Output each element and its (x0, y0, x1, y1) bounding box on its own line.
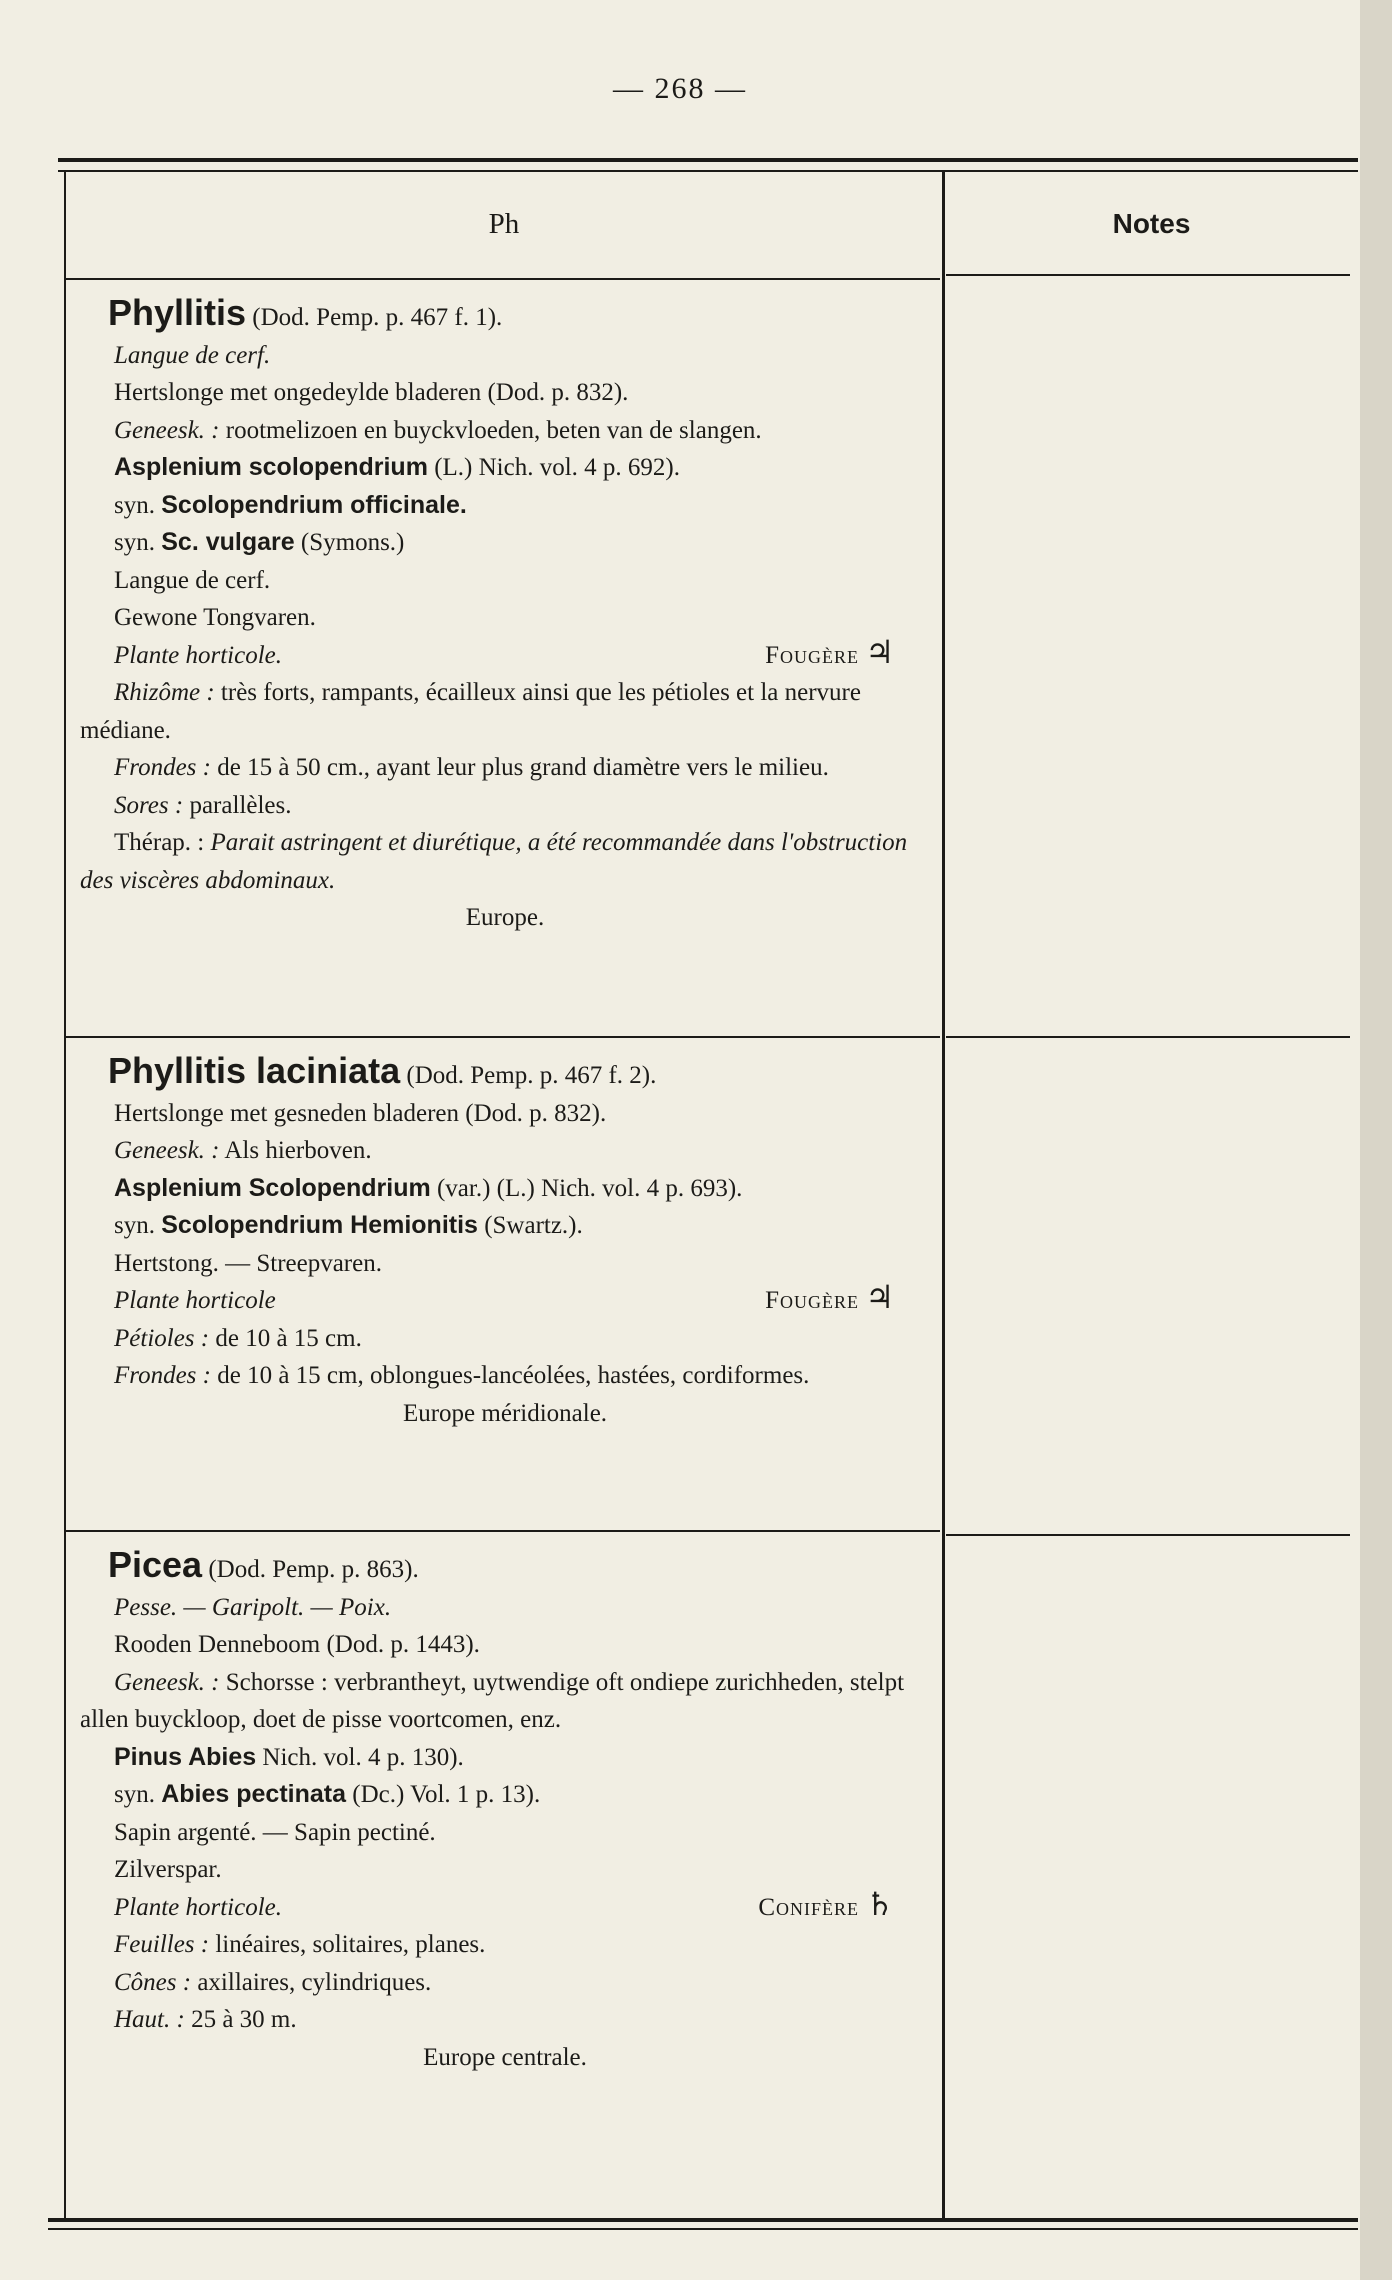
synonym-name: Scolopendrium officinale. (161, 490, 467, 519)
synonym-ref: (Swartz.). (477, 1212, 583, 1239)
dutch-name: Rooden Denneboom (Dod. p. 1443). (114, 1631, 480, 1658)
field-label: Thérap. : (114, 829, 211, 856)
frame-bottom-rule (48, 2218, 1358, 2222)
frondes-line (80, 749, 930, 787)
entry-title: Phyllitis laciniata (108, 1050, 401, 1091)
field-label: Frondes : (114, 754, 211, 781)
dutch-name: Hertslonge met ongedeylde bladeren (Dod. p. 832). (114, 379, 629, 406)
synonym-name: Scolopendrium Hemionitis (161, 1211, 478, 1239)
common-name: Pesse. — Garipolt. — Poix. (114, 1593, 392, 1621)
synonym-name: Asplenium Scolopendrium (114, 1173, 431, 1202)
field-label: Sores : (114, 791, 184, 819)
plant-type-row (80, 633, 930, 675)
title-reference: (Dod. Pemp. p. 467 f. 1). (246, 304, 503, 331)
field-text: linéaires, solitaires, planes. (209, 1931, 486, 1958)
french-name: Langue de cerf. (114, 566, 271, 594)
synonym-line (80, 1207, 930, 1245)
geneesk-text: Als hierboven. (219, 1137, 372, 1164)
perennial-symbol-icon: ♃ (865, 1279, 894, 1315)
geneesk-line (80, 412, 930, 450)
perennial-symbol-icon: ♃ (865, 633, 894, 670)
family-name: Fougère (765, 641, 860, 669)
vernacular-name: Gewone Tongvaren. (114, 604, 316, 631)
frame-top-rule-thin (58, 170, 1358, 172)
entry-separator-notes (946, 1534, 1350, 1536)
synonym-name: Abies pectinata (161, 1780, 347, 1808)
synonym-line (80, 1776, 930, 1814)
field-label: Frondes : (114, 1362, 211, 1389)
frame-bottom-rule-thin (48, 2228, 1358, 2230)
synonym-line (80, 487, 930, 525)
plant-type: Plante horticole. (114, 1893, 283, 1921)
synonym-line (80, 524, 930, 562)
entry-phyllitis (80, 294, 930, 937)
field-label: Rhizôme : (114, 679, 215, 706)
entry-title: Picea (108, 1544, 203, 1585)
frame-top-rule (58, 158, 1358, 162)
field-text: axillaires, cylindriques. (191, 1968, 432, 1996)
geneesk-label: Geneesk. : (114, 416, 220, 444)
page-number: — 268 — (613, 72, 747, 105)
entry-heading (80, 1546, 930, 1589)
syn-prefix: syn. (114, 1781, 162, 1808)
plant-type-row (80, 1885, 930, 1927)
tree-symbol-icon: ♄ (865, 1885, 894, 1922)
entry-phyllitis-laciniata (80, 1052, 930, 1432)
field-text: parallèles. (183, 791, 292, 819)
syn-prefix: syn. (114, 1212, 162, 1239)
vernacular-name: Zilverspar. (114, 1856, 222, 1883)
title-reference: (Dod. Pemp. p. 863). (202, 1556, 419, 1583)
synonym-name: Asplenium scolopendrium (114, 453, 428, 481)
synonym-main (80, 1739, 930, 1777)
syn-prefix: syn. (114, 529, 162, 556)
synonym-ref: (var.) (L.) Nich. vol. 4 p. 693). (430, 1174, 743, 1202)
field-label: Cônes : (114, 1968, 192, 1996)
entry-separator-notes (946, 1036, 1350, 1038)
frondes-line (80, 1357, 930, 1395)
entry-heading (80, 1052, 930, 1095)
common-name: Langue de cerf. (114, 341, 271, 369)
synonym-main (80, 449, 930, 487)
geneesk-label: Geneesk. : (114, 1668, 220, 1696)
region: Europe méridionale. (402, 1399, 608, 1427)
field-text: Parait astringent et diurétique, a été recommandée dans l'obstruction des viscères abdominaux. (80, 829, 908, 894)
family-label (758, 1885, 894, 1927)
synonym-ref: Nich. vol. 4 p. 130). (256, 1743, 464, 1771)
synonym-main (80, 1170, 930, 1208)
field-label: Pétioles : (114, 1324, 210, 1352)
region: Europe centrale. (423, 2043, 587, 2071)
entry-separator (66, 1530, 940, 1532)
synonym-name: Pinus Abies (114, 1742, 257, 1771)
field-text: très forts, rampants, écailleux ainsi que les pétioles et la nervure médiane. (80, 679, 861, 744)
synonym-ref: (Dc.) Vol. 1 p. 13). (346, 1781, 541, 1808)
plant-type: Plante horticole (114, 1287, 276, 1314)
family-label (765, 633, 894, 675)
column-divider (942, 172, 945, 2218)
cones-line (80, 1964, 930, 2002)
header-separator-notes (946, 274, 1350, 276)
synonym-ref: (L.) Nich. vol. 4 p. 692). (427, 454, 680, 481)
entry-separator (66, 1036, 940, 1038)
vernacular-name: Hertstong. — Streepvaren. (114, 1249, 382, 1277)
haut-line (80, 2001, 930, 2039)
column-header-notes: Notes (1112, 208, 1191, 239)
field-label: Feuilles : (114, 1931, 210, 1958)
geneesk-text: rootmelizoen en buyckvloeden, beten van de slangen. (219, 416, 762, 444)
header-separator (66, 278, 940, 280)
title-reference: (Dod. Pemp. p. 467 f. 2). (400, 1062, 657, 1089)
field-label: Haut. : (114, 2006, 185, 2033)
family-label (765, 1279, 894, 1320)
therap-line (80, 824, 930, 899)
geneesk-line (80, 1664, 930, 1739)
entry-picea (80, 1546, 930, 2076)
frame-left-rule (64, 172, 66, 2218)
family-name: Fougère (765, 1287, 860, 1314)
synonym-ref: (Symons.) (294, 529, 405, 556)
family-name: Conifère (758, 1893, 860, 1921)
region: Europe. (465, 904, 545, 931)
petioles-line (80, 1320, 930, 1358)
field-text: de 15 à 50 cm., ayant leur plus grand diamètre vers le milieu. (210, 754, 829, 781)
sores-line (80, 787, 930, 825)
field-text: de 10 à 15 cm, oblongues-lancéolées, hastées, cordiformes. (210, 1362, 810, 1389)
field-text: de 10 à 15 cm. (209, 1324, 362, 1352)
geneesk-text: Schorsse : verbrantheyt, uytwendige oft ondiepe zurichheden, stelpt allen buyckloop, doet de pisse voortcomen, enz. (80, 1668, 905, 1733)
entry-title: Phyllitis (108, 292, 247, 333)
rhizome-line (80, 674, 930, 749)
geneesk-line (80, 1132, 930, 1170)
synonym-name: Sc. vulgare (161, 528, 295, 556)
dutch-name: Hertslonge met gesneden bladeren (Dod. p. 832). (114, 1099, 607, 1127)
feuilles-line (80, 1926, 930, 1964)
entry-heading (80, 294, 930, 337)
field-text: 25 à 30 m. (184, 2006, 297, 2033)
syn-prefix: syn. (114, 491, 162, 519)
plant-type: Plante horticole. (114, 641, 283, 669)
geneesk-label: Geneesk. : (114, 1137, 220, 1164)
column-header-ph: Ph (488, 208, 520, 240)
french-name: Sapin argenté. — Sapin pectiné. (114, 1818, 436, 1846)
plant-type-row (80, 1279, 930, 1320)
page-edge (1360, 0, 1392, 2280)
